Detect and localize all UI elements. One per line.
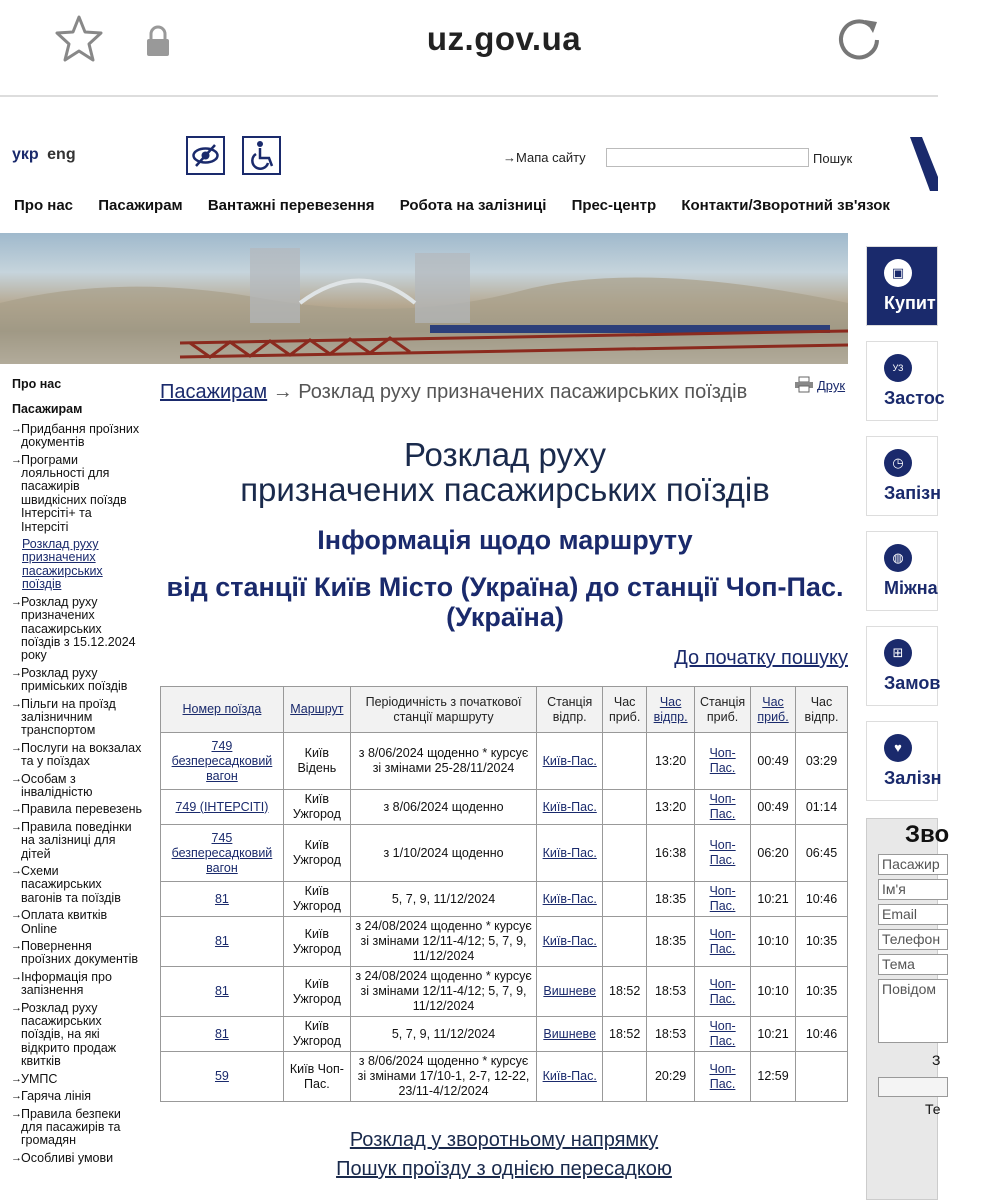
arr-station-link[interactable]: Чоп-Пас.	[709, 746, 736, 775]
sidebar-item[interactable]: → Правила поведінки на залізниці для дітей	[12, 821, 142, 861]
arr-time-cell	[603, 733, 647, 790]
page-title-line1: Розклад руху	[404, 436, 606, 473]
header-banner-image	[0, 233, 848, 364]
route-cell: Київ Ужгород	[283, 790, 350, 825]
dep-time-cell: 10:46	[796, 882, 848, 917]
table-row	[161, 825, 848, 882]
col-arr-station: Станція приб.	[695, 687, 751, 733]
sidebar-item[interactable]: → Особливі умови	[12, 1152, 142, 1165]
table-row	[161, 967, 848, 1017]
arr-station-link[interactable]: Чоп-Пас.	[709, 1019, 736, 1048]
feedback-note-2: Те	[925, 1101, 941, 1117]
sitemap-link[interactable]: →Мапа сайту	[503, 150, 586, 165]
reload-icon[interactable]	[835, 16, 883, 64]
sidebar-item[interactable]: → Пільги на проїзд залізничним транспортом	[12, 698, 142, 738]
periodicity-cell: 5, 7, 9, 11/12/2024	[350, 882, 536, 917]
feedback-title: Зво	[905, 821, 950, 848]
transfer-search-link[interactable]: Пошук проїзду з однією пересадкою	[336, 1158, 672, 1180]
dep-time-cell: 06:45	[796, 825, 848, 882]
route-info-heading: Інформація щодо маршруту	[317, 525, 693, 555]
arr-station-link[interactable]: Чоп-Пас.	[709, 838, 736, 867]
feedback-note: З	[932, 1052, 941, 1068]
passenger-select[interactable]: Пасажир	[878, 854, 948, 875]
route-cell: Київ Ужгород	[283, 1017, 350, 1052]
breadcrumb	[160, 378, 790, 407]
subject-field[interactable]: Тема	[878, 954, 948, 975]
table-row	[161, 882, 848, 917]
arr-time-cell: 18:52	[603, 967, 647, 1017]
arr-station-link[interactable]: Чоп-Пас.	[709, 884, 736, 913]
sidebar-item[interactable]: → Інформація про запізнення	[12, 971, 142, 998]
dep-station-link[interactable]: Вишневе	[543, 1026, 597, 1041]
dep-station-link[interactable]: Київ-Пас.	[542, 799, 597, 814]
periodicity-cell: з 8/06/2024 щоденно * курсує зі змінами 17/10-1, 2-7, 12-22, 23/11-4/12/2024	[350, 1052, 536, 1102]
promo-order[interactable]	[866, 626, 941, 706]
dep-time-cell: 16:38	[647, 825, 695, 882]
sidebar-item[interactable]: → Програми лояльності для пасажирів швидкісних поїздв Інтерсіті+ та Інтерсіті	[12, 454, 142, 534]
browser-toolbar	[0, 0, 938, 97]
train-link[interactable]: 81	[214, 934, 229, 948]
sidebar-item[interactable]: → Розклад руху приміських поїздів	[12, 667, 142, 694]
train-link[interactable]: 81	[214, 1026, 229, 1041]
sidebar-item[interactable]: → Оплата квитків Online	[12, 909, 142, 936]
route-cell: Київ Ужгород	[283, 882, 350, 917]
language-switcher	[12, 146, 76, 164]
promo-railway[interactable]	[866, 721, 942, 801]
table-row	[161, 790, 848, 825]
dep-station-link[interactable]: Київ-Пас.	[542, 845, 597, 860]
main-nav	[14, 197, 911, 214]
dep-station-link[interactable]: Київ-Пас.	[542, 934, 597, 948]
sidebar-item-current[interactable]: Розклад руху призначених пасажирських поїздів	[22, 537, 103, 592]
col-arr-time[interactable]: Час приб.	[751, 687, 796, 733]
reverse-direction-link[interactable]: Розклад у зворотньому напрямку	[349, 1129, 659, 1151]
grid-icon: ⊞	[884, 639, 912, 667]
wheelchair-icon[interactable]	[242, 136, 281, 175]
sidebar-item[interactable]: → УМПС	[12, 1073, 142, 1086]
sidebar-item[interactable]: → Повернення проїзних документів	[12, 940, 142, 967]
table-row	[161, 733, 848, 790]
nav-freight[interactable]: Вантажні перевезення	[207, 197, 375, 214]
sidebar-item[interactable]: → Гаряча лінія	[12, 1090, 142, 1103]
arr-time-cell: 10:21	[751, 882, 796, 917]
col-dep-time[interactable]: Час відпр.	[647, 687, 695, 733]
dep-time-cell: 10:35	[796, 967, 848, 1017]
search-input[interactable]	[606, 148, 809, 167]
route-cell: Київ Чоп-Пас.	[283, 1052, 350, 1102]
dep-time-cell: 10:46	[796, 1017, 848, 1052]
sidebar-item[interactable]: → Придбання проїзних документів	[12, 423, 142, 450]
promo-label: Запізн	[884, 483, 941, 503]
sidebar-item[interactable]: → Послуги на вокзалах та у поїздах	[12, 742, 142, 769]
promo-buy-ticket[interactable]	[866, 246, 938, 326]
train-link[interactable]: 749 (ІНТЕРСІТІ)	[175, 799, 269, 814]
promo-label: Міжна	[884, 578, 938, 598]
nav-press[interactable]: Прес-центр	[571, 197, 657, 214]
table-row	[161, 917, 848, 967]
promo-label: Купит	[884, 293, 936, 313]
sidebar-item[interactable]: → Розклад руху призначених пасажирських поїздів з 15.12.2024 року	[12, 596, 142, 663]
dep-time-cell: 18:35	[647, 917, 695, 967]
arr-time-cell	[603, 882, 647, 917]
col-route[interactable]: Маршрут	[283, 687, 350, 733]
arr-time-cell: 12:59	[751, 1052, 796, 1102]
arr-station-link[interactable]: Чоп-Пас.	[709, 792, 736, 821]
arr-time-cell: 00:49	[751, 790, 796, 825]
url-field[interactable]: uz.gov.ua	[426, 20, 582, 57]
arr-station-link[interactable]: Чоп-Пас.	[709, 926, 736, 956]
route-cell: Київ Ужгород	[283, 967, 350, 1017]
arr-time-cell	[603, 1052, 647, 1102]
email-field[interactable]: Email	[878, 904, 948, 925]
table-row	[161, 1017, 848, 1052]
promo-delays[interactable]	[866, 436, 941, 516]
col-train-number[interactable]: Номер поїзда	[161, 687, 284, 733]
phone-field[interactable]: Телефон	[878, 929, 948, 950]
arr-station-link[interactable]: Чоп-Пас.	[709, 1061, 736, 1091]
col-periodicity: Періодичність з початкової станції маршруту	[350, 687, 536, 733]
sidebar	[12, 378, 142, 1169]
table-row	[161, 1052, 848, 1102]
clock-icon: ◷	[884, 449, 912, 477]
periodicity-cell: з 8/06/2024 щоденно	[350, 790, 536, 825]
nav-careers[interactable]: Робота на залізниці	[399, 197, 547, 214]
sidebar-item[interactable]: → Розклад руху пасажирських поїздів, на які відкрито продаж квитків	[12, 1002, 142, 1069]
arr-time-cell	[603, 825, 647, 882]
globe-icon: ◍	[884, 544, 912, 572]
col-arr-time-1: Час приб.	[603, 687, 647, 733]
dep-station-link[interactable]: Вишневе	[543, 984, 597, 998]
dep-time-cell: 01:14	[796, 790, 848, 825]
breadcrumb-passengers-link[interactable]: Пасажирам	[160, 381, 268, 403]
promo-label: Застос	[884, 388, 945, 408]
route-cell: Київ Ужгород	[283, 825, 350, 882]
feedback-submit-button[interactable]	[878, 1077, 948, 1097]
arr-time-cell: 06:20	[751, 825, 796, 882]
sidebar-item[interactable]: → Схеми пасажирських вагонів та поїздів	[12, 865, 142, 905]
uz-logo[interactable]	[910, 137, 938, 191]
dep-station-link[interactable]: Київ-Пас.	[542, 753, 597, 768]
periodicity-cell: з 24/08/2024 щоденно * курсує зі змінами 12/11-4/12; 5, 7, 9, 11/12/2024	[350, 967, 536, 1017]
breadcrumb-arrow: →	[272, 381, 293, 403]
train-link[interactable]: 81	[214, 891, 229, 906]
arr-time-cell: 10:21	[751, 1017, 796, 1052]
periodicity-cell: з 1/10/2024 щоденно	[350, 825, 536, 882]
periodicity-cell: з 24/08/2024 щоденно * курсує зі змінами 12/11-4/12; 5, 7, 9, 11/12/2024	[350, 917, 536, 967]
train-link[interactable]: 59	[214, 1069, 229, 1083]
dep-time-cell: 13:20	[647, 733, 695, 790]
periodicity-cell: з 8/06/2024 щоденно * курсує зі змінами 25-28/11/2024	[350, 733, 536, 790]
dep-time-cell: 20:29	[647, 1052, 695, 1102]
route-description: від станції Київ Місто (Україна) до станції Чоп-Пас. (Україна)	[166, 572, 844, 632]
route-cell: Київ Відень	[283, 733, 350, 790]
nav-about[interactable]: Про нас	[14, 197, 74, 214]
dep-time-cell: 18:35	[647, 882, 695, 917]
table-header-row	[161, 687, 848, 733]
sidebar-passengers[interactable]: Пасажирам	[12, 402, 83, 417]
dep-time-cell: 13:20	[647, 790, 695, 825]
printer-icon	[795, 377, 813, 392]
nav-contacts[interactable]: Контакти/Зворотний зв'язок	[681, 197, 890, 214]
train-link[interactable]: 749 безпересадковий вагон	[171, 738, 273, 783]
arr-time-cell: 00:49	[751, 733, 796, 790]
schedule-table	[160, 686, 848, 1102]
name-field[interactable]: Ім'я	[878, 879, 948, 900]
train-link[interactable]: 745 безпересадковий вагон	[171, 830, 273, 875]
low-vision-icon[interactable]	[186, 136, 225, 175]
dep-time-cell: 10:35	[796, 917, 848, 967]
message-field[interactable]: Повідом	[878, 979, 948, 1043]
app-icon: УЗ	[884, 354, 912, 382]
dep-time-cell: 18:53	[647, 1017, 695, 1052]
route-cell: Київ Ужгород	[283, 917, 350, 967]
periodicity-cell: 5, 7, 9, 11/12/2024	[350, 1017, 536, 1052]
lang-ukr-link[interactable]: укр	[12, 146, 39, 163]
print-label: Друк	[817, 378, 846, 393]
lang-eng-link[interactable]: eng	[47, 146, 76, 163]
feedback-form	[866, 818, 950, 1200]
arr-time-cell: 10:10	[751, 917, 796, 967]
sidebar-item[interactable]: → Правила безпеки для пасажирів та громадян	[12, 1108, 142, 1148]
dep-time-cell	[796, 1052, 848, 1102]
dep-time-cell: 18:53	[647, 967, 695, 1017]
train-link[interactable]: 81	[214, 984, 229, 998]
sidebar-about[interactable]: Про нас	[12, 377, 62, 391]
sidebar-item[interactable]: → Правила перевезень	[12, 803, 142, 816]
col-dep-time-2: Час відпр.	[796, 687, 848, 733]
promo-label: Залізн	[884, 768, 942, 788]
page-title	[160, 437, 850, 507]
arr-time-cell	[603, 917, 647, 967]
arr-time-cell: 18:52	[603, 1017, 647, 1052]
promo-label: Замов	[884, 673, 941, 693]
back-to-search-link[interactable]: До початку пошуку	[674, 647, 848, 669]
dep-station-link[interactable]: Київ-Пас.	[542, 1069, 597, 1083]
dep-time-cell: 03:29	[796, 733, 848, 790]
arr-time-cell: 10:10	[751, 967, 796, 1017]
heart-hand-icon: ♥	[884, 734, 912, 762]
print-link[interactable]	[795, 377, 845, 393]
promo-international[interactable]	[866, 531, 938, 611]
page-title-line2: призначених пасажирських поїздів	[240, 471, 770, 508]
arr-time-cell	[603, 790, 647, 825]
sidebar-item[interactable]: → Особам з інвалідністю	[12, 773, 142, 800]
breadcrumb-current: Розклад руху призначених пасажирських поїздів	[298, 381, 748, 403]
nav-passengers[interactable]: Пасажирам	[98, 197, 183, 214]
ticket-icon: ▣	[884, 259, 912, 287]
promo-app[interactable]	[866, 341, 945, 421]
col-dep-station: Станція відпр.	[537, 687, 603, 733]
dep-station-link[interactable]: Київ-Пас.	[542, 891, 597, 906]
search-button[interactable]: Пошук	[813, 151, 853, 166]
arr-station-link[interactable]: Чоп-Пас.	[709, 976, 736, 1006]
